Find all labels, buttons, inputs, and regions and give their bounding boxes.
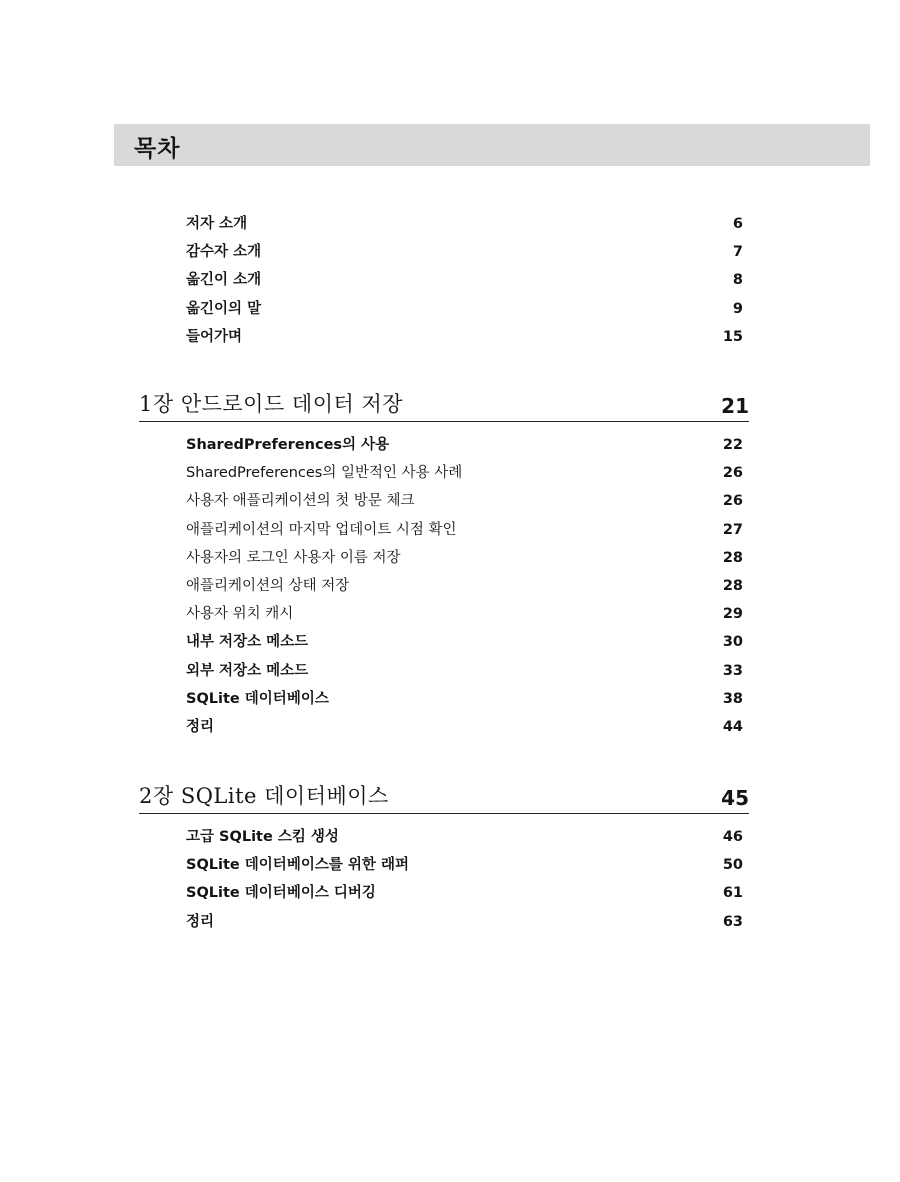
toc-entry-label: SharedPreferences의 사용 [186,437,390,453]
toc-entry-page: 26 [722,493,743,510]
chapter-page: 45 [721,786,749,810]
toc-entry[interactable] [186,459,743,487]
toc-entry[interactable] [186,908,743,936]
toc-entry-page: 61 [722,885,743,902]
toc-entry-label: 애플리케이션의 마지막 업데이트 시점 확인 [186,521,457,538]
toc-entry-page: 44 [722,718,743,735]
toc-entry-label: 감수자 소개 [186,244,262,261]
toc-entry[interactable] [186,685,743,713]
toc-entry-label: 사용자의 로그인 사용자 이름 저장 [186,549,401,566]
toc-entry-label: 애플리케이션의 상태 저장 [186,577,350,594]
toc-entry[interactable] [186,600,743,628]
toc-entry[interactable] [186,823,743,851]
toc-entry-label: 옮긴이 소개 [186,272,262,289]
chapter-heading[interactable] [139,385,749,422]
toc-entry-label: 들어가며 [186,328,243,345]
toc-entry-label: 사용자 위치 캐시 [186,606,294,623]
toc-entry[interactable] [186,713,743,741]
chapter-title: 1장 안드로이드 데이터 저장 [139,392,404,416]
toc-entry-label: 정리 [186,913,215,930]
toc-entry-label: 내부 저장소 메소드 [186,634,309,651]
toc-entry-label: SQLite 데이터베이스를 위한 래퍼 [186,857,409,874]
toc-entry-page: 9 [732,300,743,317]
chapter-page: 21 [721,394,749,418]
chapter-heading[interactable] [139,777,749,814]
toc-entry[interactable] [186,210,743,238]
toc-entry-label: 고급 SQLite 스킴 생성 [186,829,339,845]
chapter-entries [186,431,743,741]
toc-entry-page: 38 [722,690,743,707]
toc-title: 목차 [134,136,181,162]
toc-entry-label: 옮긴이의 말 [186,300,262,317]
toc-entry-page: 22 [722,437,743,453]
toc-entry-page: 28 [722,549,743,566]
toc-entry-label: 사용자 애플리케이션의 첫 방문 체크 [186,493,415,510]
toc-entry[interactable] [186,572,743,600]
toc-entry-label: 외부 저장소 메소드 [186,662,309,679]
toc-entry-page: 50 [722,857,743,874]
toc-entry-page: 63 [722,913,743,930]
toc-entry-page: 33 [722,662,743,679]
toc-entry-page: 6 [732,216,743,232]
toc-entry[interactable] [186,295,743,323]
toc-entry-label: SQLite 데이터베이스 디버깅 [186,885,376,902]
toc-entry-page: 7 [732,244,743,261]
toc-entry-page: 46 [722,829,743,845]
toc-entry-page: 15 [722,328,743,345]
toc-entry-page: 27 [722,521,743,538]
toc-entry[interactable] [186,266,743,294]
toc-entry-label: 정리 [186,718,215,735]
toc-entry-page: 8 [732,272,743,289]
toc-entry-page: 26 [722,465,743,482]
chapter-title: 2장 SQLite 데이터베이스 [139,784,389,808]
toc-entry[interactable] [186,851,743,879]
toc-entry[interactable] [186,544,743,572]
toc-entry-label: SharedPreferences의 일반적인 사용 사례 [186,465,463,482]
front-matter-list [186,210,743,351]
toc-entry-label: 저자 소개 [186,216,248,232]
toc-entry[interactable] [186,431,743,459]
toc-entry[interactable] [186,487,743,515]
toc-entry-page: 28 [722,577,743,594]
toc-entry-page: 30 [722,634,743,651]
toc-entry-label: SQLite 데이터베이스 [186,690,329,707]
toc-entry[interactable] [186,628,743,656]
toc-banner [114,124,870,166]
toc-entry[interactable] [186,657,743,685]
toc-entry[interactable] [186,323,743,351]
chapter-1 [139,385,749,735]
chapter-entries [186,823,743,936]
toc-entry[interactable] [186,238,743,266]
toc-entry[interactable] [186,516,743,544]
toc-entry[interactable] [186,879,743,907]
chapter-2 [139,777,749,930]
toc-entry-page: 29 [722,606,743,623]
